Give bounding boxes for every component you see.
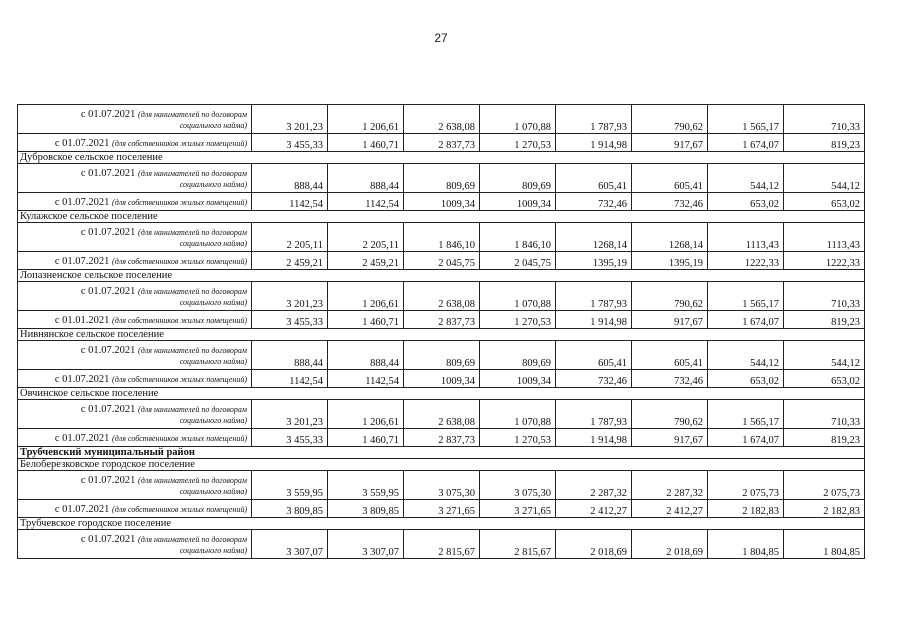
tariff-value-cell: 1 804,85 <box>784 530 865 559</box>
tariff-value-cell: 1 565,17 <box>708 105 784 134</box>
tariff-value-cell: 1009,34 <box>480 370 556 388</box>
date-label: с 01.07.2021 <box>54 374 110 385</box>
owner-tariff-row <box>18 429 865 447</box>
tariff-value-cell: 2 815,67 <box>480 530 556 559</box>
tariff-value-cell: 1 674,07 <box>708 311 784 329</box>
tariff-value-cell: 605,41 <box>556 341 632 370</box>
settlement-name: Лопазненское сельское поселение <box>18 270 865 282</box>
date-label: с 01.07.2021 <box>80 227 136 238</box>
tariff-value-cell: 732,46 <box>632 193 708 211</box>
tariff-value-cell: 809,69 <box>404 341 480 370</box>
tariff-value-cell: 790,62 <box>632 282 708 311</box>
tenant-tariff-row <box>18 164 865 193</box>
row-label <box>18 311 252 329</box>
row-label <box>18 471 252 500</box>
tariff-value-cell: 1 804,85 <box>708 530 784 559</box>
tariff-value-cell: 790,62 <box>632 105 708 134</box>
settlement-name: Трубчевское городское поселение <box>18 518 865 530</box>
date-label: с 01.01.2021 <box>54 315 110 326</box>
tariff-value-cell: 605,41 <box>632 164 708 193</box>
tariff-value-cell: 917,67 <box>632 134 708 152</box>
tariff-value-cell: 1 846,10 <box>404 223 480 252</box>
tariff-value-cell: 1009,34 <box>404 370 480 388</box>
tariff-value-cell: 2 075,73 <box>784 471 865 500</box>
tariff-value-cell: 888,44 <box>328 164 404 193</box>
settlement-name: Нивнянское сельское поселение <box>18 329 865 341</box>
tariff-value-cell: 544,12 <box>784 164 865 193</box>
tariff-value-cell: 1 270,53 <box>480 311 556 329</box>
tariff-value-cell: 1395,19 <box>556 252 632 270</box>
owner-tariff-row <box>18 134 865 152</box>
tariff-value-cell: 3 307,07 <box>252 530 328 559</box>
tariff-value-cell: 1 914,98 <box>556 311 632 329</box>
owner-note: (для собственников жилых помещений) <box>112 198 247 207</box>
tenant-note-line1: (для нанимателей по договорам <box>138 346 247 355</box>
tariff-value-cell: 2 412,27 <box>556 500 632 518</box>
owner-tariff-row <box>18 193 865 211</box>
tariff-value-cell: 2 287,32 <box>556 471 632 500</box>
tariff-value-cell: 544,12 <box>784 341 865 370</box>
tariff-value-cell: 3 455,33 <box>252 311 328 329</box>
owner-tariff-row <box>18 252 865 270</box>
tariff-value-cell: 819,23 <box>784 311 865 329</box>
tariff-value-cell: 809,69 <box>404 164 480 193</box>
tariff-value-cell: 1 787,93 <box>556 282 632 311</box>
tenant-note-line1: (для нанимателей по договорам <box>138 405 247 414</box>
tariff-table <box>17 104 865 559</box>
row-label <box>18 105 252 134</box>
tariff-value-cell: 3 559,95 <box>252 471 328 500</box>
owner-note: (для собственников жилых помещений) <box>112 316 247 325</box>
tenant-tariff-row <box>18 341 865 370</box>
tenant-tariff-row <box>18 400 865 429</box>
tariff-value-cell: 3 075,30 <box>480 471 556 500</box>
tariff-value-cell: 819,23 <box>784 429 865 447</box>
settlement-header-row <box>18 459 865 471</box>
tariff-value-cell: 1 674,07 <box>708 134 784 152</box>
date-label: с 01.07.2021 <box>80 345 136 356</box>
tariff-value-cell: 1142,54 <box>328 193 404 211</box>
tariff-value-cell: 1 206,61 <box>328 400 404 429</box>
tenant-note-line2: социального найма) <box>179 357 247 366</box>
row-label <box>18 252 252 270</box>
tariff-value-cell: 1 270,53 <box>480 429 556 447</box>
tariff-value-cell: 3 455,33 <box>252 429 328 447</box>
tariff-value-cell: 2 205,11 <box>252 223 328 252</box>
tenant-note-line1: (для нанимателей по договорам <box>138 228 247 237</box>
tariff-value-cell: 1009,34 <box>480 193 556 211</box>
owner-tariff-row <box>18 311 865 329</box>
tariff-value-cell: 3 809,85 <box>328 500 404 518</box>
tariff-value-cell: 3 271,65 <box>480 500 556 518</box>
tariff-value-cell: 2 837,73 <box>404 134 480 152</box>
row-label <box>18 370 252 388</box>
tariff-value-cell: 917,67 <box>632 429 708 447</box>
tariff-value-cell: 1 270,53 <box>480 134 556 152</box>
tariff-value-cell: 3 271,65 <box>404 500 480 518</box>
owner-tariff-row <box>18 370 865 388</box>
tariff-value-cell: 2 638,08 <box>404 400 480 429</box>
tenant-note-line2: социального найма) <box>179 546 247 555</box>
tenant-tariff-row <box>18 105 865 134</box>
tariff-value-cell: 809,69 <box>480 341 556 370</box>
owner-note: (для собственников жилых помещений) <box>112 505 247 514</box>
tenant-tariff-row <box>18 530 865 559</box>
tenant-note-line1: (для нанимателей по договорам <box>138 110 247 119</box>
tariff-value-cell: 1 070,88 <box>480 400 556 429</box>
tariff-value-cell: 544,12 <box>708 164 784 193</box>
tariff-value-cell: 653,02 <box>784 193 865 211</box>
row-label <box>18 282 252 311</box>
tariff-value-cell: 819,23 <box>784 134 865 152</box>
tariff-value-cell: 3 201,23 <box>252 400 328 429</box>
tariff-value-cell: 1268,14 <box>556 223 632 252</box>
date-label: с 01.07.2021 <box>80 475 136 486</box>
date-label: с 01.07.2021 <box>54 197 110 208</box>
tariff-value-cell: 2 045,75 <box>404 252 480 270</box>
row-label <box>18 164 252 193</box>
tariff-value-cell: 2 075,73 <box>708 471 784 500</box>
tariff-value-cell: 2 638,08 <box>404 105 480 134</box>
tariff-table-body <box>18 105 865 559</box>
tariff-value-cell: 2 412,27 <box>632 500 708 518</box>
tariff-value-cell: 1142,54 <box>252 193 328 211</box>
tariff-value-cell: 2 287,32 <box>632 471 708 500</box>
tariff-value-cell: 1142,54 <box>252 370 328 388</box>
row-label <box>18 134 252 152</box>
tenant-note-line2: социального найма) <box>179 487 247 496</box>
tariff-value-cell: 2 182,83 <box>784 500 865 518</box>
tariff-value-cell: 653,02 <box>708 193 784 211</box>
row-label <box>18 530 252 559</box>
date-label: с 01.07.2021 <box>80 286 136 297</box>
date-label: с 01.07.2021 <box>80 534 136 545</box>
settlement-name: Овчинское сельское поселение <box>18 388 865 400</box>
tariff-value-cell: 1 460,71 <box>328 429 404 447</box>
row-label <box>18 341 252 370</box>
date-label: с 01.07.2021 <box>54 138 110 149</box>
tariff-value-cell: 710,33 <box>784 282 865 311</box>
tariff-value-cell: 1 914,98 <box>556 134 632 152</box>
tariff-value-cell: 605,41 <box>632 341 708 370</box>
row-label <box>18 400 252 429</box>
tariff-value-cell: 3 075,30 <box>404 471 480 500</box>
tariff-value-cell: 1113,43 <box>708 223 784 252</box>
tariff-value-cell: 1113,43 <box>784 223 865 252</box>
tariff-value-cell: 1 206,61 <box>328 105 404 134</box>
tariff-value-cell: 2 018,69 <box>556 530 632 559</box>
tariff-value-cell: 1222,33 <box>784 252 865 270</box>
row-label <box>18 193 252 211</box>
tariff-value-cell: 732,46 <box>556 370 632 388</box>
tariff-value-cell: 2 837,73 <box>404 429 480 447</box>
settlement-name: Дубровское сельское поселение <box>18 152 865 164</box>
tariff-value-cell: 605,41 <box>556 164 632 193</box>
tariff-value-cell: 1142,54 <box>328 370 404 388</box>
owner-note: (для собственников жилых помещений) <box>112 434 247 443</box>
date-label: с 01.07.2021 <box>80 109 136 120</box>
date-label: с 01.07.2021 <box>80 404 136 415</box>
tariff-value-cell: 1222,33 <box>708 252 784 270</box>
row-label <box>18 500 252 518</box>
tenant-note-line1: (для нанимателей по договорам <box>138 535 247 544</box>
tariff-value-cell: 3 809,85 <box>252 500 328 518</box>
tariff-value-cell: 2 837,73 <box>404 311 480 329</box>
tenant-note-line2: социального найма) <box>179 239 247 248</box>
tariff-value-cell: 3 201,23 <box>252 282 328 311</box>
tariff-value-cell: 544,12 <box>708 341 784 370</box>
tariff-value-cell: 1 070,88 <box>480 282 556 311</box>
tariff-value-cell: 1 565,17 <box>708 400 784 429</box>
row-label <box>18 223 252 252</box>
tariff-value-cell: 1 206,61 <box>328 282 404 311</box>
tariff-value-cell: 917,67 <box>632 311 708 329</box>
district-name: Трубчевский муниципальный район <box>18 447 865 459</box>
tariff-value-cell: 2 459,21 <box>252 252 328 270</box>
tariff-value-cell: 2 045,75 <box>480 252 556 270</box>
page-number: 27 <box>434 31 448 45</box>
tariff-value-cell: 809,69 <box>480 164 556 193</box>
tenant-note-line1: (для нанимателей по договорам <box>138 169 247 178</box>
tariff-value-cell: 888,44 <box>252 341 328 370</box>
district-header-row <box>18 447 865 459</box>
owner-note: (для собственников жилых помещений) <box>112 375 247 384</box>
tariff-value-cell: 1 460,71 <box>328 311 404 329</box>
tariff-value-cell: 732,46 <box>632 370 708 388</box>
tariff-value-cell: 1 460,71 <box>328 134 404 152</box>
date-label: с 01.07.2021 <box>80 168 136 179</box>
tariff-value-cell: 2 815,67 <box>404 530 480 559</box>
tariff-value-cell: 732,46 <box>556 193 632 211</box>
tariff-value-cell: 3 201,23 <box>252 105 328 134</box>
tariff-value-cell: 888,44 <box>328 341 404 370</box>
tenant-tariff-row <box>18 471 865 500</box>
date-label: с 01.07.2021 <box>54 433 110 444</box>
tariff-value-cell: 2 459,21 <box>328 252 404 270</box>
date-label: с 01.07.2021 <box>54 504 110 515</box>
tenant-note-line1: (для нанимателей по договорам <box>138 476 247 485</box>
tariff-value-cell: 1009,34 <box>404 193 480 211</box>
tenant-note-line2: социального найма) <box>179 121 247 130</box>
date-label: с 01.07.2021 <box>54 256 110 267</box>
tariff-value-cell: 1 674,07 <box>708 429 784 447</box>
settlement-header-row <box>18 518 865 530</box>
tariff-value-cell: 1 914,98 <box>556 429 632 447</box>
tariff-value-cell: 2 638,08 <box>404 282 480 311</box>
tariff-value-cell: 710,33 <box>784 105 865 134</box>
tariff-value-cell: 1 846,10 <box>480 223 556 252</box>
tariff-value-cell: 653,02 <box>708 370 784 388</box>
tariff-value-cell: 710,33 <box>784 400 865 429</box>
tariff-value-cell: 3 559,95 <box>328 471 404 500</box>
tenant-tariff-row <box>18 223 865 252</box>
owner-note: (для собственников жилых помещений) <box>112 257 247 266</box>
tariff-value-cell: 2 182,83 <box>708 500 784 518</box>
row-label <box>18 429 252 447</box>
tariff-value-cell: 1 565,17 <box>708 282 784 311</box>
tariff-value-cell: 2 018,69 <box>632 530 708 559</box>
settlement-header-row <box>18 152 865 164</box>
tenant-note-line2: социального найма) <box>179 298 247 307</box>
tenant-note-line1: (для нанимателей по договорам <box>138 287 247 296</box>
settlement-header-row <box>18 329 865 341</box>
tenant-tariff-row <box>18 282 865 311</box>
tariff-value-cell: 1395,19 <box>632 252 708 270</box>
tariff-value-cell: 1 787,93 <box>556 105 632 134</box>
settlement-header-row <box>18 270 865 282</box>
owner-tariff-row <box>18 500 865 518</box>
settlement-header-row <box>18 388 865 400</box>
tariff-value-cell: 2 205,11 <box>328 223 404 252</box>
tenant-note-line2: социального найма) <box>179 416 247 425</box>
tariff-value-cell: 790,62 <box>632 400 708 429</box>
tariff-value-cell: 1 787,93 <box>556 400 632 429</box>
tariff-value-cell: 3 307,07 <box>328 530 404 559</box>
tariff-value-cell: 3 455,33 <box>252 134 328 152</box>
tariff-value-cell: 1 070,88 <box>480 105 556 134</box>
tariff-value-cell: 888,44 <box>252 164 328 193</box>
owner-note: (для собственников жилых помещений) <box>112 139 247 148</box>
tenant-note-line2: социального найма) <box>179 180 247 189</box>
settlement-name: Белоберезковское городское поселение <box>18 459 865 471</box>
tariff-value-cell: 1268,14 <box>632 223 708 252</box>
settlement-header-row <box>18 211 865 223</box>
tariff-value-cell: 653,02 <box>784 370 865 388</box>
settlement-name: Кулажское сельское поселение <box>18 211 865 223</box>
